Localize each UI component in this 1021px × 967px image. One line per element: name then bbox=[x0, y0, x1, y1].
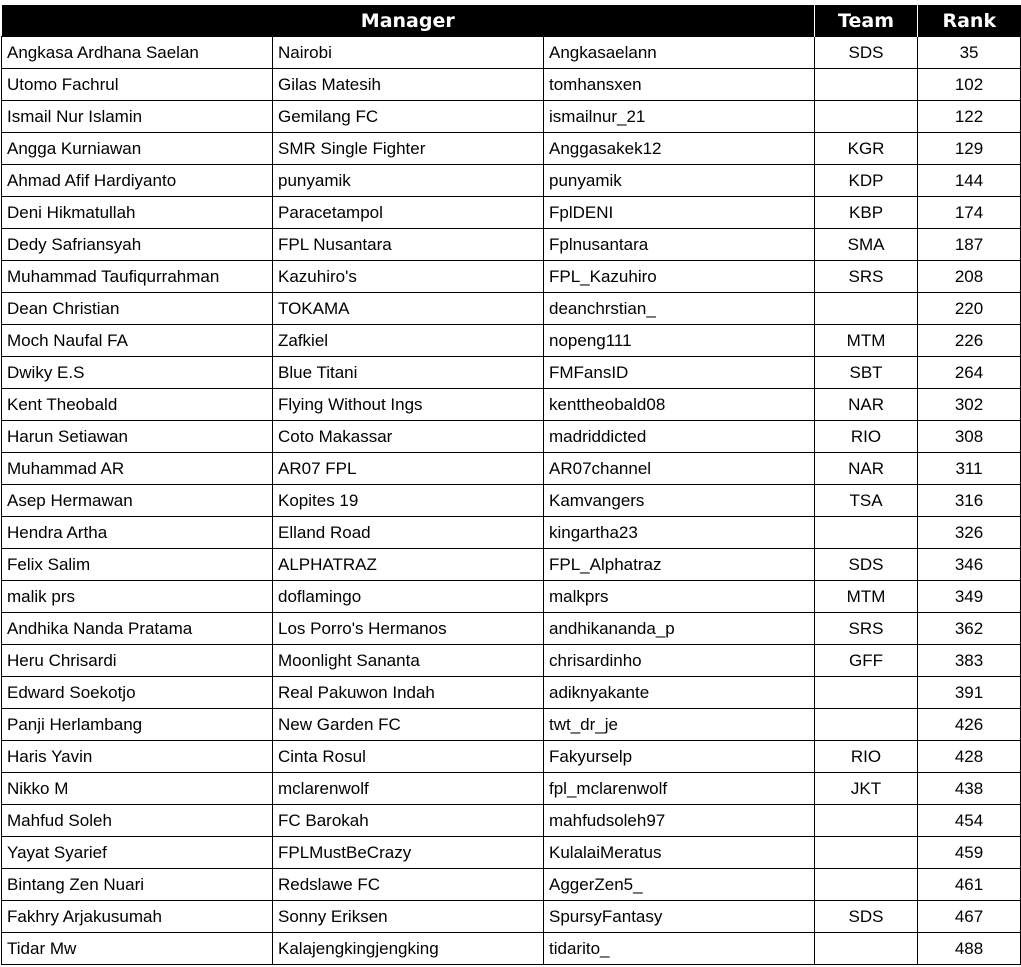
rank-cell: 428 bbox=[918, 741, 1021, 773]
fpl-team-name-cell: mclarenwolf bbox=[273, 773, 544, 805]
table-row bbox=[2, 837, 1021, 869]
handle-cell: FMFansID bbox=[544, 357, 815, 389]
fpl-team-name-cell: Blue Titani bbox=[273, 357, 544, 389]
manager-name-cell: Muhammad Taufiqurrahman bbox=[2, 261, 273, 293]
handle-cell: Fplnusantara bbox=[544, 229, 815, 261]
team-code-cell: SDS bbox=[815, 549, 918, 581]
table-row bbox=[2, 901, 1021, 933]
team-code-cell: MTM bbox=[815, 581, 918, 613]
rank-cell: 316 bbox=[918, 485, 1021, 517]
fpl-team-name-cell: AR07 FPL bbox=[273, 453, 544, 485]
team-code-cell bbox=[815, 517, 918, 549]
handle-cell: twt_dr_je bbox=[544, 709, 815, 741]
fpl-team-name-cell: Kalajengkingjengking bbox=[273, 933, 544, 965]
fpl-team-name-cell: Kazuhiro's bbox=[273, 261, 544, 293]
table-row bbox=[2, 261, 1021, 293]
fpl-team-name-cell: Sonny Eriksen bbox=[273, 901, 544, 933]
manager-name-cell: Bintang Zen Nuari bbox=[2, 869, 273, 901]
header-manager: Manager bbox=[2, 5, 815, 37]
team-code-cell bbox=[815, 933, 918, 965]
fpl-team-name-cell: Coto Makassar bbox=[273, 421, 544, 453]
table-row bbox=[2, 485, 1021, 517]
manager-name-cell: malik prs bbox=[2, 581, 273, 613]
table-row bbox=[2, 517, 1021, 549]
team-code-cell: RIO bbox=[815, 421, 918, 453]
fpl-team-name-cell: doflamingo bbox=[273, 581, 544, 613]
header-rank: Rank bbox=[918, 5, 1021, 37]
rank-cell: 302 bbox=[918, 389, 1021, 421]
table-row bbox=[2, 133, 1021, 165]
handle-cell: AggerZen5_ bbox=[544, 869, 815, 901]
rank-cell: 226 bbox=[918, 325, 1021, 357]
fpl-team-name-cell: Elland Road bbox=[273, 517, 544, 549]
handle-cell: deanchrstian_ bbox=[544, 293, 815, 325]
team-code-cell: TSA bbox=[815, 485, 918, 517]
team-code-cell: NAR bbox=[815, 453, 918, 485]
fpl-team-name-cell: FC Barokah bbox=[273, 805, 544, 837]
rank-cell: 438 bbox=[918, 773, 1021, 805]
team-code-cell: SMA bbox=[815, 229, 918, 261]
fpl-team-name-cell: Moonlight Sananta bbox=[273, 645, 544, 677]
fpl-team-name-cell: Flying Without Ings bbox=[273, 389, 544, 421]
table-row bbox=[2, 421, 1021, 453]
fpl-team-name-cell: Nairobi bbox=[273, 37, 544, 69]
team-code-cell bbox=[815, 869, 918, 901]
manager-name-cell: Ahmad Afif Hardiyanto bbox=[2, 165, 273, 197]
manager-name-cell: Haris Yavin bbox=[2, 741, 273, 773]
fpl-team-name-cell: FPLMustBeCrazy bbox=[273, 837, 544, 869]
handle-cell: chrisardinho bbox=[544, 645, 815, 677]
team-code-cell: KGR bbox=[815, 133, 918, 165]
rank-cell: 346 bbox=[918, 549, 1021, 581]
table-row bbox=[2, 613, 1021, 645]
fpl-team-name-cell: punyamik bbox=[273, 165, 544, 197]
rank-cell: 187 bbox=[918, 229, 1021, 261]
header-row bbox=[2, 5, 1021, 37]
manager-name-cell: Edward Soekotjo bbox=[2, 677, 273, 709]
manager-name-cell: Dean Christian bbox=[2, 293, 273, 325]
fpl-team-name-cell: Real Pakuwon Indah bbox=[273, 677, 544, 709]
table-row bbox=[2, 773, 1021, 805]
team-code-cell bbox=[815, 101, 918, 133]
rank-cell: 220 bbox=[918, 293, 1021, 325]
manager-name-cell: Asep Hermawan bbox=[2, 485, 273, 517]
manager-name-cell: Felix Salim bbox=[2, 549, 273, 581]
team-code-cell: GFF bbox=[815, 645, 918, 677]
table-row bbox=[2, 549, 1021, 581]
table-row bbox=[2, 709, 1021, 741]
manager-name-cell: Panji Herlambang bbox=[2, 709, 273, 741]
header-team: Team bbox=[815, 5, 918, 37]
rank-cell: 454 bbox=[918, 805, 1021, 837]
table-row bbox=[2, 357, 1021, 389]
handle-cell: KulalaiMeratus bbox=[544, 837, 815, 869]
handle-cell: FplDENI bbox=[544, 197, 815, 229]
team-code-cell bbox=[815, 293, 918, 325]
team-code-cell bbox=[815, 677, 918, 709]
handle-cell: kingartha23 bbox=[544, 517, 815, 549]
table-row bbox=[2, 453, 1021, 485]
table-row bbox=[2, 645, 1021, 677]
fpl-team-name-cell: Gilas Matesih bbox=[273, 69, 544, 101]
manager-name-cell: Ismail Nur Islamin bbox=[2, 101, 273, 133]
rank-cell: 102 bbox=[918, 69, 1021, 101]
handle-cell: adiknyakante bbox=[544, 677, 815, 709]
manager-name-cell: Angkasa Ardhana Saelan bbox=[2, 37, 273, 69]
handle-cell: punyamik bbox=[544, 165, 815, 197]
handle-cell: AR07channel bbox=[544, 453, 815, 485]
handle-cell: Kamvangers bbox=[544, 485, 815, 517]
manager-name-cell: Harun Setiawan bbox=[2, 421, 273, 453]
handle-cell: madriddicted bbox=[544, 421, 815, 453]
fpl-team-name-cell: Redslawe FC bbox=[273, 869, 544, 901]
table-row bbox=[2, 229, 1021, 261]
team-code-cell: KDP bbox=[815, 165, 918, 197]
table-row bbox=[2, 69, 1021, 101]
handle-cell: FPL_Alphatraz bbox=[544, 549, 815, 581]
handle-cell: mahfudsoleh97 bbox=[544, 805, 815, 837]
team-code-cell: SDS bbox=[815, 37, 918, 69]
table-row bbox=[2, 101, 1021, 133]
handle-cell: tomhansxen bbox=[544, 69, 815, 101]
fpl-team-name-cell: ALPHATRAZ bbox=[273, 549, 544, 581]
table-row bbox=[2, 581, 1021, 613]
handle-cell: Anggasakek12 bbox=[544, 133, 815, 165]
fpl-team-name-cell: Cinta Rosul bbox=[273, 741, 544, 773]
rank-cell: 35 bbox=[918, 37, 1021, 69]
handle-cell: ismailnur_21 bbox=[544, 101, 815, 133]
rank-cell: 174 bbox=[918, 197, 1021, 229]
handle-cell: FPL_Kazuhiro bbox=[544, 261, 815, 293]
rank-cell: 308 bbox=[918, 421, 1021, 453]
table-row bbox=[2, 805, 1021, 837]
rank-cell: 488 bbox=[918, 933, 1021, 965]
team-code-cell bbox=[815, 69, 918, 101]
table-row bbox=[2, 293, 1021, 325]
table-row bbox=[2, 933, 1021, 965]
handle-cell: malkprs bbox=[544, 581, 815, 613]
rank-cell: 461 bbox=[918, 869, 1021, 901]
team-code-cell bbox=[815, 709, 918, 741]
team-code-cell: RIO bbox=[815, 741, 918, 773]
rank-cell: 144 bbox=[918, 165, 1021, 197]
manager-name-cell: Dedy Safriansyah bbox=[2, 229, 273, 261]
manager-name-cell: Nikko M bbox=[2, 773, 273, 805]
table-row bbox=[2, 325, 1021, 357]
fpl-team-name-cell: Gemilang FC bbox=[273, 101, 544, 133]
rank-cell: 459 bbox=[918, 837, 1021, 869]
table-row bbox=[2, 165, 1021, 197]
rank-cell: 391 bbox=[918, 677, 1021, 709]
team-code-cell: SRS bbox=[815, 613, 918, 645]
fpl-team-name-cell: Paracetampol bbox=[273, 197, 544, 229]
rank-cell: 326 bbox=[918, 517, 1021, 549]
team-code-cell: KBP bbox=[815, 197, 918, 229]
rank-cell: 264 bbox=[918, 357, 1021, 389]
fpl-team-name-cell: TOKAMA bbox=[273, 293, 544, 325]
manager-name-cell: Muhammad AR bbox=[2, 453, 273, 485]
rank-cell: 129 bbox=[918, 133, 1021, 165]
manager-name-cell: Moch Naufal FA bbox=[2, 325, 273, 357]
handle-cell: nopeng111 bbox=[544, 325, 815, 357]
rank-cell: 426 bbox=[918, 709, 1021, 741]
table-body bbox=[2, 37, 1021, 965]
manager-name-cell: Deni Hikmatullah bbox=[2, 197, 273, 229]
rank-cell: 122 bbox=[918, 101, 1021, 133]
team-code-cell bbox=[815, 805, 918, 837]
manager-name-cell: Kent Theobald bbox=[2, 389, 273, 421]
table-row bbox=[2, 677, 1021, 709]
table-row bbox=[2, 869, 1021, 901]
manager-name-cell: Hendra Artha bbox=[2, 517, 273, 549]
handle-cell: kenttheobald08 bbox=[544, 389, 815, 421]
rank-cell: 311 bbox=[918, 453, 1021, 485]
manager-name-cell: Fakhry Arjakusumah bbox=[2, 901, 273, 933]
team-code-cell: JKT bbox=[815, 773, 918, 805]
handle-cell: SpursyFantasy bbox=[544, 901, 815, 933]
handle-cell: Fakyurselp bbox=[544, 741, 815, 773]
rank-cell: 467 bbox=[918, 901, 1021, 933]
handle-cell: Angkasaelann bbox=[544, 37, 815, 69]
manager-name-cell: Yayat Syarief bbox=[2, 837, 273, 869]
rank-cell: 208 bbox=[918, 261, 1021, 293]
table-row bbox=[2, 37, 1021, 69]
manager-rank-table bbox=[1, 5, 1021, 965]
fpl-team-name-cell: Kopites 19 bbox=[273, 485, 544, 517]
team-code-cell: SBT bbox=[815, 357, 918, 389]
team-code-cell: NAR bbox=[815, 389, 918, 421]
manager-name-cell: Angga Kurniawan bbox=[2, 133, 273, 165]
team-code-cell: SRS bbox=[815, 261, 918, 293]
handle-cell: tidarito_ bbox=[544, 933, 815, 965]
team-code-cell bbox=[815, 837, 918, 869]
rank-cell: 383 bbox=[918, 645, 1021, 677]
fpl-team-name-cell: Zafkiel bbox=[273, 325, 544, 357]
handle-cell: fpl_mclarenwolf bbox=[544, 773, 815, 805]
table-row bbox=[2, 197, 1021, 229]
rank-cell: 349 bbox=[918, 581, 1021, 613]
manager-name-cell: Tidar Mw bbox=[2, 933, 273, 965]
manager-name-cell: Utomo Fachrul bbox=[2, 69, 273, 101]
manager-name-cell: Andhika Nanda Pratama bbox=[2, 613, 273, 645]
fpl-team-name-cell: New Garden FC bbox=[273, 709, 544, 741]
handle-cell: andhikananda_p bbox=[544, 613, 815, 645]
manager-name-cell: Heru Chrisardi bbox=[2, 645, 273, 677]
rank-cell: 362 bbox=[918, 613, 1021, 645]
table-row bbox=[2, 741, 1021, 773]
fpl-team-name-cell: SMR Single Fighter bbox=[273, 133, 544, 165]
manager-name-cell: Mahfud Soleh bbox=[2, 805, 273, 837]
team-code-cell: MTM bbox=[815, 325, 918, 357]
team-code-cell: SDS bbox=[815, 901, 918, 933]
fpl-team-name-cell: Los Porro's Hermanos bbox=[273, 613, 544, 645]
table-row bbox=[2, 389, 1021, 421]
manager-name-cell: Dwiky E.S bbox=[2, 357, 273, 389]
fpl-team-name-cell: FPL Nusantara bbox=[273, 229, 544, 261]
